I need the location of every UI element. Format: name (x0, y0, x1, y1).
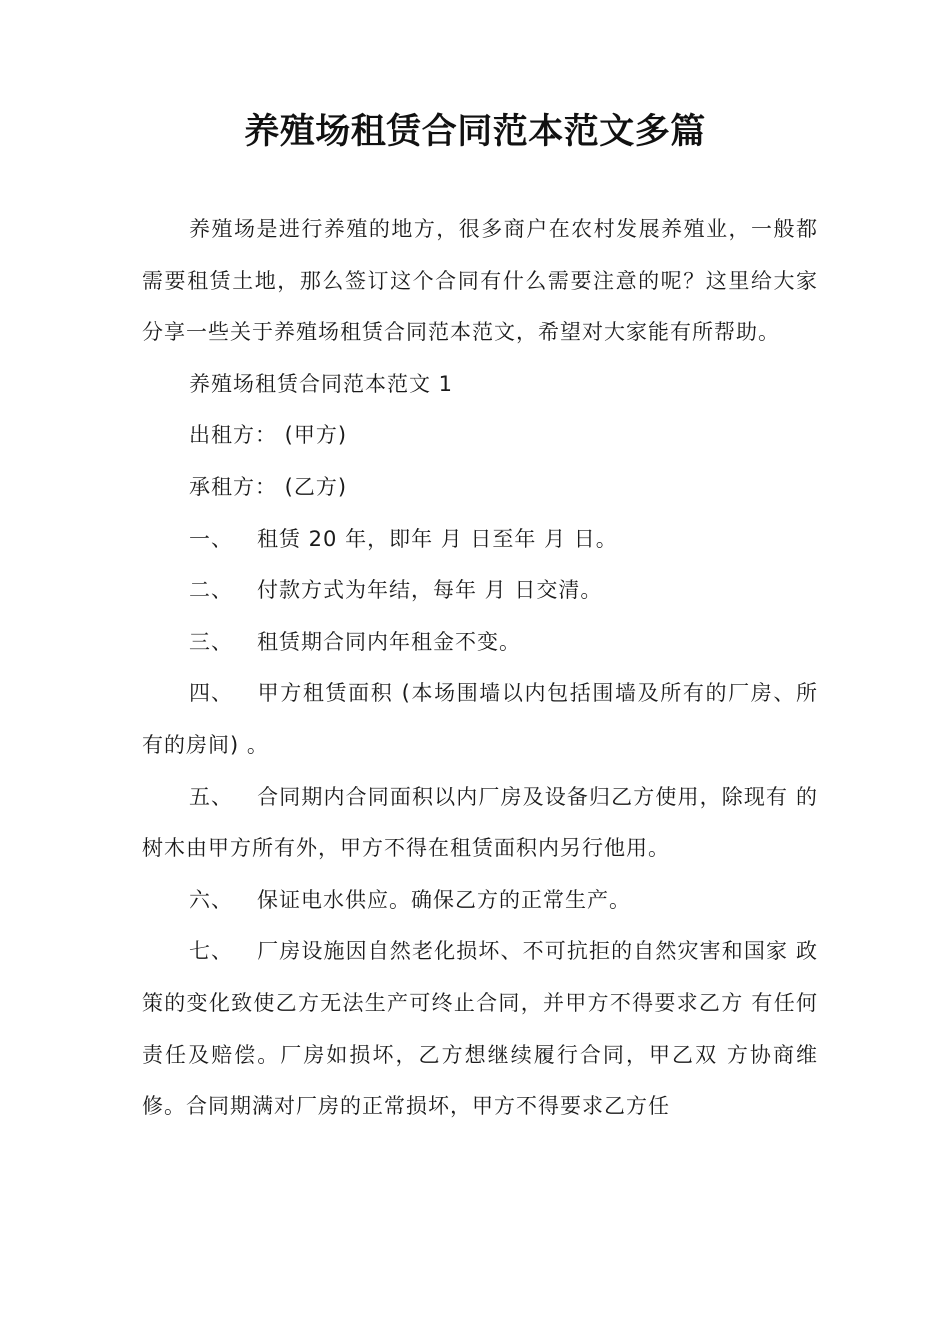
clause-1 (142, 514, 818, 566)
clause-number: 四、 (189, 681, 233, 706)
clause-number: 三、 (189, 629, 233, 654)
clause-text: 租赁 20 年，即年 月 日至年 月 日。 (257, 526, 618, 551)
clause-text: 租赁期合同内年租金不变。 (257, 629, 521, 654)
clause-number: 七、 (189, 939, 233, 964)
lessee-line: 承租方： (乙方) (189, 474, 348, 499)
clause-5 (142, 772, 818, 875)
document-body (142, 204, 818, 1133)
clause-3 (142, 617, 818, 669)
clause-2 (142, 565, 818, 617)
clause-text: 付款方式为年结，每年 月 日交清。 (257, 578, 603, 603)
clause-number: 一、 (189, 526, 233, 551)
clause-text: 厂房设施因自然老化损坏、不可抗拒的自然灾害和国家 政策的变化致使乙方无法生产可终止合同，并甲方不得要求乙方 有任何责任及赔偿。厂房如损坏，乙方想继续履行合同，甲乙双 方协商维修。合同期满对厂房的正常损坏，甲方不得要求乙方任 (142, 939, 818, 1119)
lessor-line: 出租方： (甲方) (189, 423, 348, 448)
clause-number: 二、 (189, 578, 233, 603)
clause-text: 合同期内合同面积以内厂房及设备归乙方使用，除现有 的树木由甲方所有外，甲方不得在租赁面积内另行他用。 (142, 784, 818, 861)
clause-number: 六、 (189, 887, 233, 912)
clause-4 (142, 668, 818, 771)
clause-text: 保证电水供应。确保乙方的正常生产。 (257, 887, 631, 912)
document-title: 养殖场租赁合同范本范文多篇 (244, 112, 706, 152)
intro-paragraph: 养殖场是进行养殖的地方，很多商户在农村发展养殖业，一般都需要租赁土地，那么签订这个合同有什么需要注意的呢？这里给大家分享一些关于养殖场租赁合同范本范文，希望对大家能有所帮助。 (142, 217, 818, 345)
clause-6 (142, 875, 818, 927)
clause-text: 甲方租赁面积 (本场围墙以内包括围墙及所有的厂房、所 有的房间) 。 (142, 681, 818, 757)
clause-7 (142, 926, 818, 1132)
section-heading: 养殖场租赁合同范本范文 1 (189, 371, 454, 396)
clause-number: 五、 (189, 784, 233, 809)
